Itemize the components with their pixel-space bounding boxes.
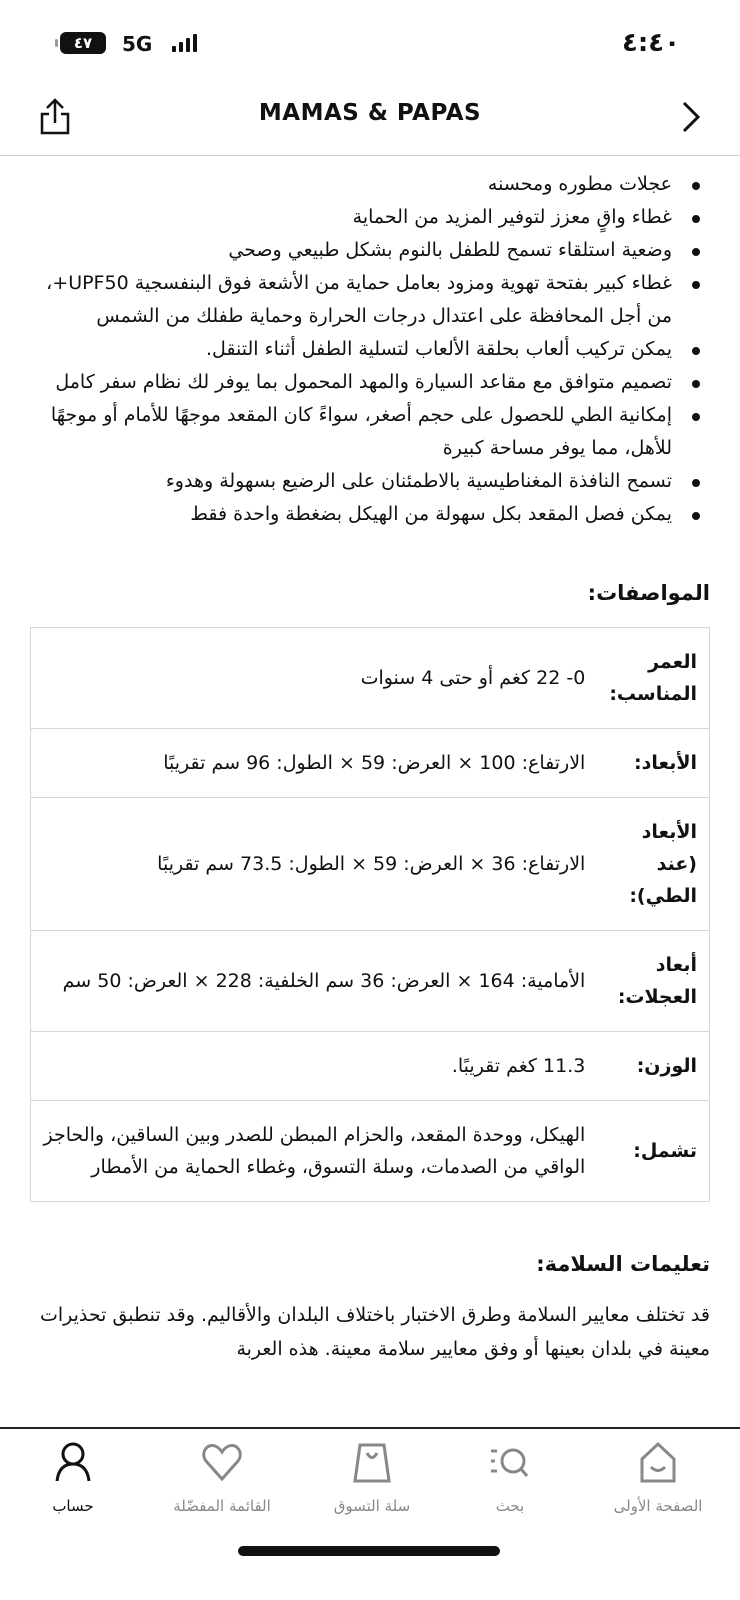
spec-value: الارتفاع: 36 × العرض: 59 × الطول: 73.5 سم تقريبًا (31, 798, 598, 931)
spec-value: الارتفاع: 100 × العرض: 59 × الطول: 96 سم تقريبًا (31, 729, 598, 798)
feature-list (30, 168, 710, 531)
tab-label: الصفحة الأولى (613, 1497, 703, 1515)
spec-label: أبعاد العجلات: (597, 931, 709, 1032)
list-item: يمكن تركيب ألعاب بحلقة الألعاب لتسلية الطفل أثناء التنقل. (30, 333, 710, 366)
tab-search[interactable] (440, 1441, 580, 1515)
signal-icon (172, 34, 197, 52)
tab-label: القائمة المفضّلة (173, 1497, 271, 1515)
list-item: تصميم متوافق مع مقاعد السيارة والمهد المحمول بما يوفر لك نظام سفر كامل (30, 366, 710, 399)
spec-value: الهيكل، ووحدة المقعد، والحزام المبطن للصدر وبين الساقين، والحاجز الواقي من الصدمات، وسلة التسوق، وغطاء الحماية من الأمطار (31, 1101, 598, 1202)
list-item: غطاء واقٍ معزز لتوفير المزيد من الحماية (30, 201, 710, 234)
list-item: تسمح النافذة المغناطيسية بالاطمئنان على الرضيع بسهولة وهدوء (30, 465, 710, 498)
tab-label: سلة التسوق (333, 1497, 411, 1515)
tab-account[interactable] (3, 1441, 143, 1515)
network-label: 5G (122, 32, 153, 56)
list-item: عجلات مطوره ومحسنه (30, 168, 710, 201)
spec-label: الأبعاد: (597, 729, 709, 798)
tab-label: حساب (52, 1497, 94, 1515)
specs-heading: المواصفات: (587, 581, 710, 605)
status-bar (0, 0, 740, 80)
spec-label: الأبعاد (عند الطي): (597, 798, 709, 931)
home-icon (638, 1441, 678, 1485)
battery-indicator: ٤٧ (60, 32, 106, 54)
spec-value: الأمامية: 164 × العرض: 36 سم الخلفية: 228 × العرض: 50 سم (31, 931, 598, 1032)
table-row (31, 931, 710, 1032)
spec-label: العمر المناسب: (597, 628, 709, 729)
spec-value: 11.3 كغم تقريبًا. (31, 1032, 598, 1101)
tab-label: بحث (495, 1497, 525, 1515)
chevron-right-icon[interactable] (680, 100, 702, 138)
heart-icon (201, 1441, 243, 1485)
list-item: غطاء كبير بفتحة تهوية ومزود بعامل حماية من الأشعة فوق البنفسجية UPF50+، من أجل المحافظة على اعتدال درجات الحرارة وحماية طفلك من الشمس (30, 267, 710, 333)
tab-wishlist[interactable] (152, 1441, 292, 1515)
bottom-tab-bar (0, 1427, 740, 1600)
home-indicator[interactable] (238, 1546, 500, 1556)
table-row (31, 798, 710, 931)
top-bar (0, 80, 740, 156)
tab-cart[interactable] (302, 1441, 442, 1515)
spec-label: تشمل: (597, 1101, 709, 1202)
search-icon (488, 1441, 532, 1485)
table-row (31, 628, 710, 729)
clock: ٤:٤٠ (621, 28, 680, 58)
tab-home[interactable] (588, 1441, 728, 1515)
specs-table (30, 627, 710, 1202)
product-details (30, 168, 710, 1366)
list-item: إمكانية الطي للحصول على حجم أصغر، سواءً كان المقعد موجهًا للأمام أو موجهًا للأهل، مما يوفر مساحة كبيرة (30, 399, 710, 465)
page-title: MAMAS & PAPAS (258, 100, 482, 126)
table-row (31, 729, 710, 798)
table-row (31, 1101, 710, 1202)
safety-heading: تعليمات السلامة: (536, 1252, 710, 1276)
list-item: وضعية استلقاء تسمح للطفل بالنوم بشكل طبيعي وصحي (30, 234, 710, 267)
list-item: يمكن فصل المقعد بكل سهولة من الهيكل بضغطة واحدة فقط (30, 498, 710, 531)
person-icon (53, 1441, 93, 1485)
spec-value: 0- 22 كغم أو حتى 4 سنوات (31, 628, 598, 729)
table-row (31, 1032, 710, 1101)
shopping-bag-icon (352, 1441, 392, 1485)
spec-label: الوزن: (597, 1032, 709, 1101)
safety-text: قد تختلف معايير السلامة وطرق الاختبار باختلاف البلدان والأقاليم. وقد تنطبق تحذيرات معينة في بلدان بعينها أو وفق معايير سلامة معينة. هذه العربة (39, 1304, 710, 1360)
